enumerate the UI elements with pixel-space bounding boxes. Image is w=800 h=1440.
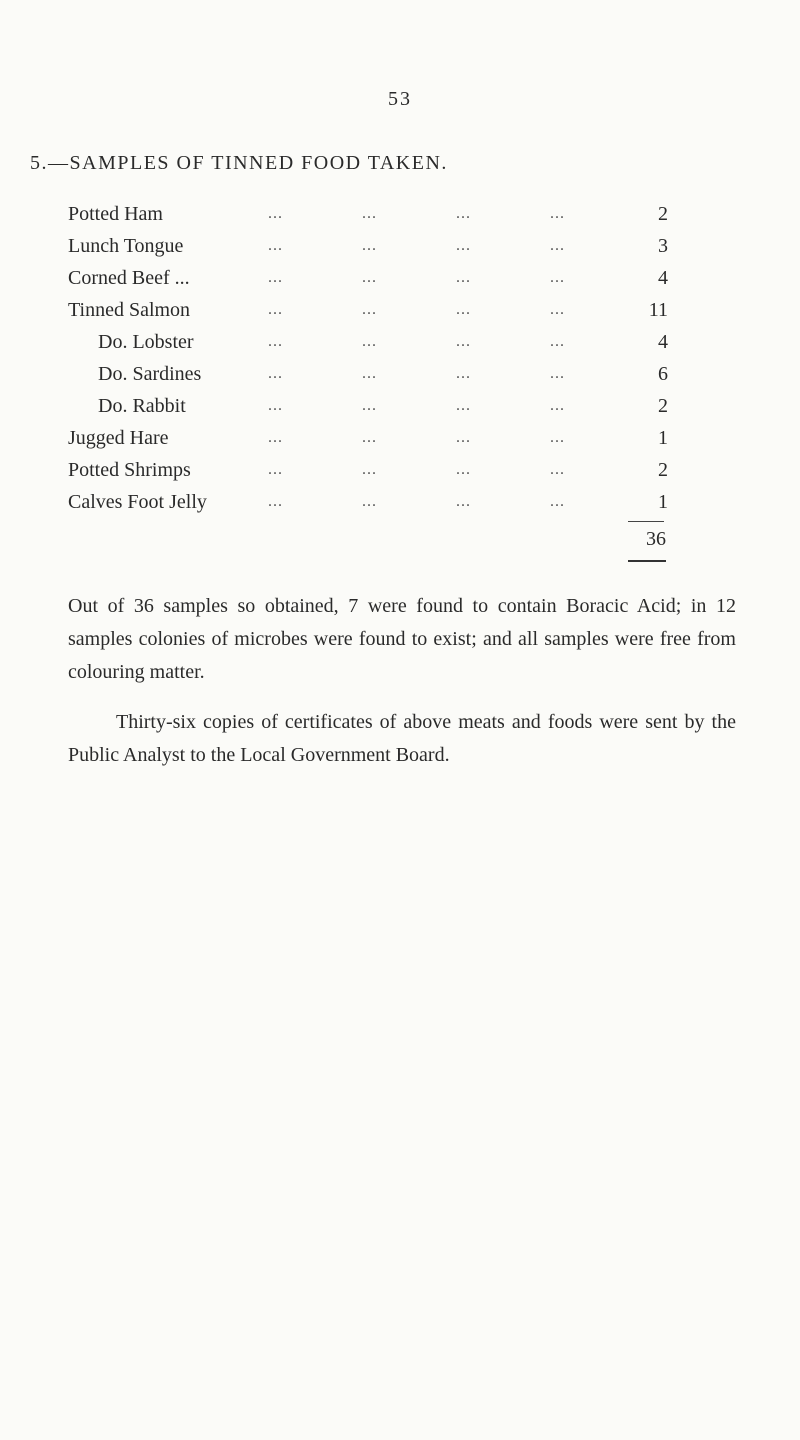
dot-leaders: ... ... ... ... xyxy=(268,429,565,446)
total-count: 36 xyxy=(646,528,666,550)
item-name: Lunch Tongue xyxy=(68,235,184,257)
item-name: Do. Lobster xyxy=(98,331,194,353)
item-name: Potted Shrimps xyxy=(68,459,191,481)
page-number: 53 xyxy=(388,88,412,110)
table-row xyxy=(68,262,668,294)
item-name: Calves Foot Jelly xyxy=(68,491,207,513)
dot-leaders: ... ... ... ... xyxy=(268,365,565,382)
table-row xyxy=(68,198,668,230)
table-row xyxy=(68,486,668,518)
samples-table xyxy=(68,198,668,518)
certificates-paragraph: Thirty-six copies of certificates of above meats and foods were sent by the Public Analyst to the Local Government Board. xyxy=(68,711,736,766)
item-count: 2 xyxy=(658,395,668,417)
table-row xyxy=(68,454,668,486)
dot-leaders: ... ... ... ... xyxy=(268,461,565,478)
item-name: Do. Sardines xyxy=(98,363,202,385)
dot-leaders: ... ... ... ... xyxy=(268,269,565,286)
item-name: Potted Ham xyxy=(68,203,163,225)
table-row xyxy=(68,390,668,422)
item-count: 1 xyxy=(658,491,668,513)
item-name: Tinned Salmon xyxy=(68,299,191,321)
dot-leaders: ... ... ... ... xyxy=(268,237,565,254)
item-count: 2 xyxy=(658,203,668,225)
dot-leaders: ... ... ... ... xyxy=(268,333,565,350)
item-count: 4 xyxy=(658,331,668,353)
dot-leaders: ... ... ... ... xyxy=(268,301,565,318)
findings-paragraph: Out of 36 samples so obtained, 7 were found to contain Boracic Acid; in 12 samples colonies of microbes were found to exist; and all samples were free from colouring matter. xyxy=(68,595,736,683)
item-count: 2 xyxy=(658,459,668,481)
table-row xyxy=(68,230,668,262)
table-row xyxy=(68,326,668,358)
item-count: 11 xyxy=(648,299,668,321)
dot-leaders: ... ... ... ... xyxy=(268,397,565,414)
item-name: Jugged Hare xyxy=(68,427,169,449)
table-row xyxy=(68,422,668,454)
item-name: Corned Beef ... xyxy=(68,267,190,289)
dot-leaders: ... ... ... ... xyxy=(268,205,565,222)
dot-leaders: ... ... ... ... xyxy=(268,493,565,510)
table-row xyxy=(68,294,668,326)
total-underline xyxy=(628,560,666,562)
section-title: 5.—SAMPLES OF TINNED FOOD TAKEN. xyxy=(30,152,448,174)
item-count: 1 xyxy=(658,427,668,449)
item-name: Do. Rabbit xyxy=(98,395,186,417)
item-count: 6 xyxy=(658,363,668,385)
table-row xyxy=(68,358,668,390)
item-count: 3 xyxy=(658,235,668,257)
item-count: 4 xyxy=(658,267,668,289)
sum-rule xyxy=(628,521,664,522)
